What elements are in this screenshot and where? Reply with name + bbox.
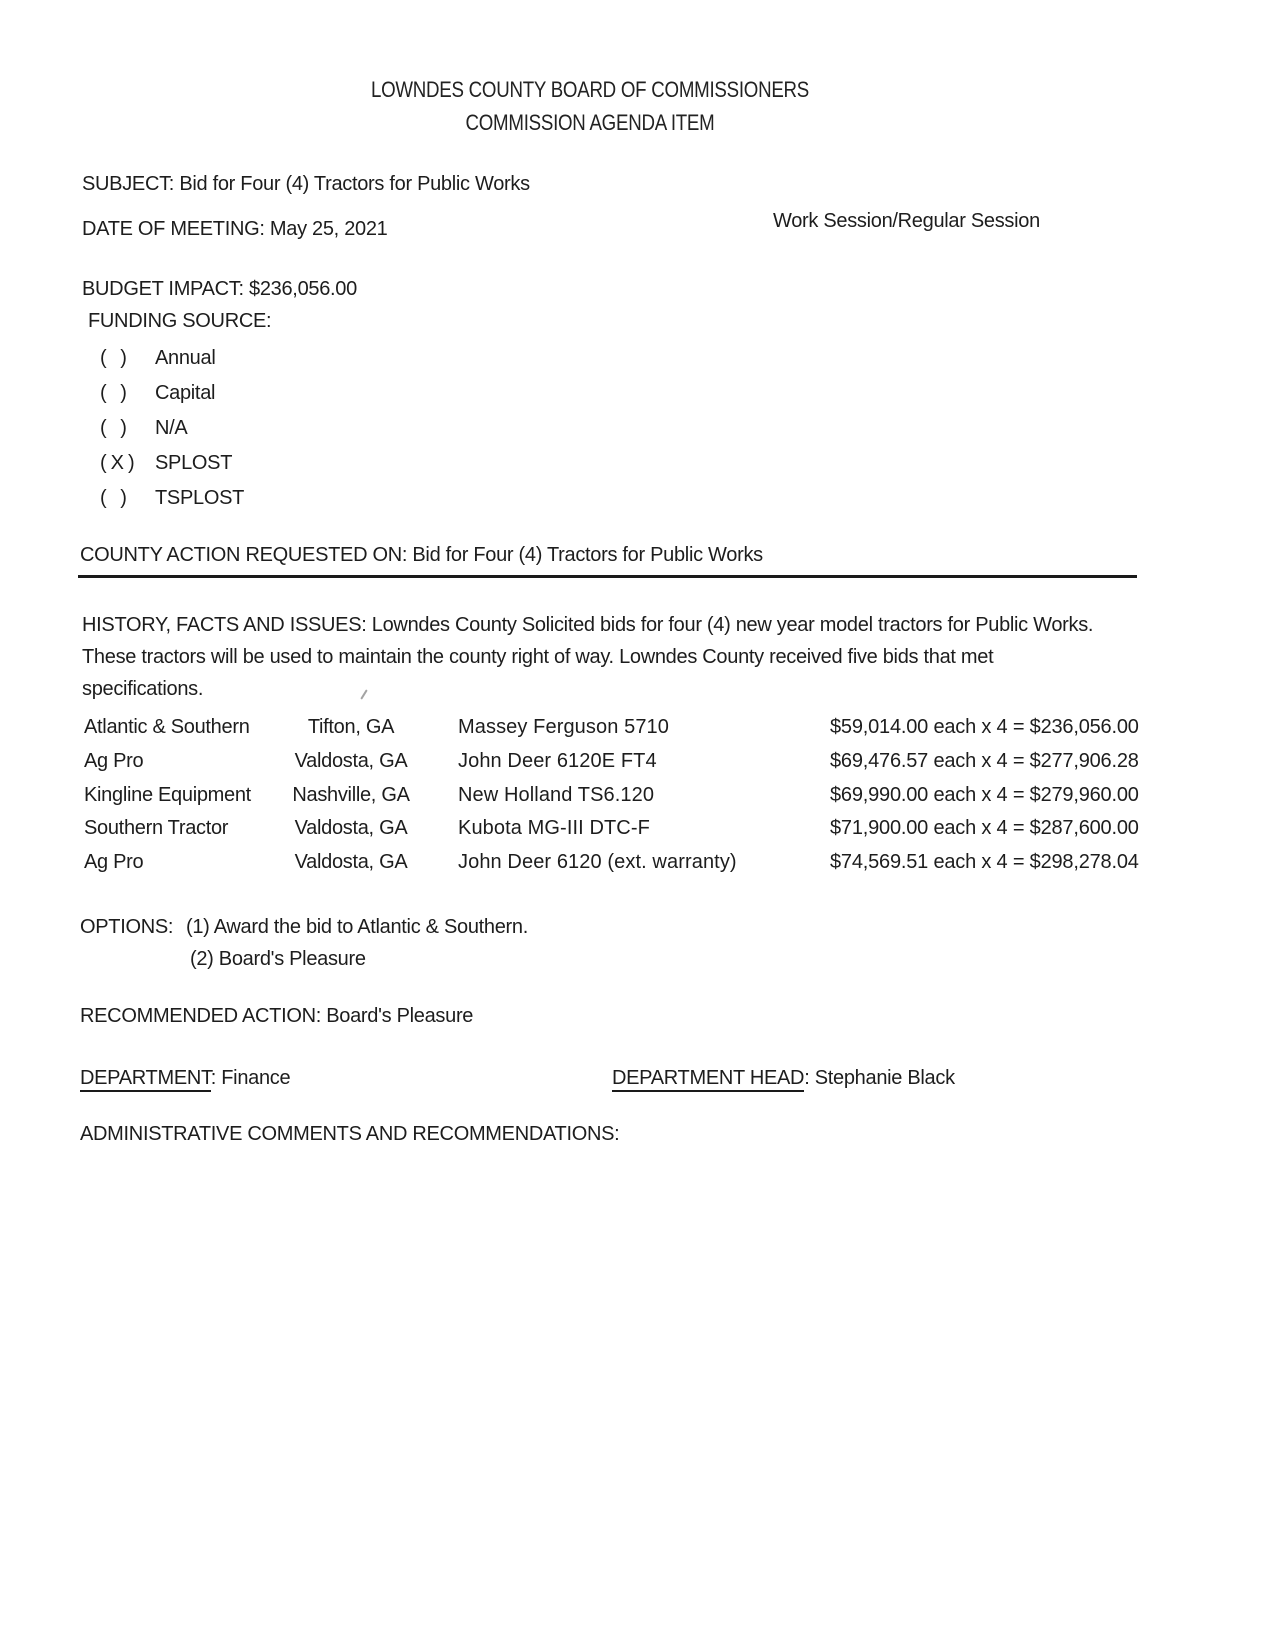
department-colon: : bbox=[210, 1067, 216, 1089]
department-head-colon: : bbox=[804, 1067, 810, 1089]
budget-impact-line bbox=[82, 278, 357, 301]
meeting-date-line bbox=[82, 218, 387, 241]
checkbox-mark: ( ) bbox=[100, 347, 131, 369]
bid-row bbox=[80, 846, 1200, 880]
bid-city: Valdosta, GA bbox=[294, 749, 408, 772]
funding-options-list bbox=[0, 341, 600, 516]
bids-table bbox=[80, 711, 1200, 880]
subject-value: Bid for Four (4) Tractors for Public Works bbox=[179, 173, 530, 195]
department-label: DEPARTMENT bbox=[80, 1067, 211, 1092]
bid-price: $59,014.00 each x 4 = $236,056.00 bbox=[830, 716, 1139, 738]
bid-price: $74,569.51 each x 4 = $298,278.04 bbox=[830, 851, 1139, 874]
history-label: HISTORY, FACTS AND ISSUES: bbox=[82, 614, 367, 636]
department-head-label: DEPARTMENT HEAD bbox=[612, 1067, 804, 1092]
bid-row bbox=[80, 779, 1200, 813]
org-title: LOWNDES COUNTY BOARD OF COMMISSIONERS bbox=[370, 77, 810, 102]
history-paragraph bbox=[82, 609, 1117, 705]
department-line bbox=[80, 1067, 290, 1090]
options-label: OPTIONS: bbox=[80, 916, 174, 938]
funding-option-label: Capital bbox=[155, 382, 216, 404]
meeting-date-label: DATE OF MEETING: bbox=[82, 218, 265, 240]
bid-model: New Holland TS6.120 bbox=[458, 783, 655, 806]
funding-source-label: FUNDING SOURCE: bbox=[88, 310, 272, 332]
divider-rule bbox=[78, 575, 1137, 578]
bid-row bbox=[80, 745, 1200, 779]
recommended-action-label: RECOMMENDED ACTION: bbox=[80, 1005, 321, 1027]
checkbox-mark: ( ) bbox=[100, 487, 131, 509]
department-value: Finance bbox=[221, 1067, 291, 1089]
county-action-label: COUNTY ACTION REQUESTED ON: bbox=[80, 544, 408, 566]
subject-label: SUBJECT: bbox=[82, 173, 175, 195]
bid-city: Valdosta, GA bbox=[294, 851, 408, 874]
department-head-line bbox=[612, 1067, 955, 1090]
checkbox-mark: ( ) bbox=[100, 417, 131, 439]
department-head-value: Stephanie Black bbox=[814, 1067, 955, 1089]
bid-vendor: Ag Pro bbox=[84, 749, 144, 772]
bid-vendor: Kingline Equipment bbox=[84, 783, 251, 806]
bid-city: Nashville, GA bbox=[292, 783, 410, 806]
subject-line bbox=[82, 173, 530, 196]
checkbox-mark: ( ) bbox=[100, 382, 131, 404]
funding-option-capital bbox=[0, 376, 600, 411]
document-header bbox=[0, 73, 1180, 139]
budget-impact-value: $236,056.00 bbox=[249, 278, 357, 300]
funding-option-label: Annual bbox=[155, 347, 216, 369]
bid-city: Tifton, GA bbox=[307, 716, 395, 738]
bid-price: $69,990.00 each x 4 = $279,960.00 bbox=[830, 783, 1139, 806]
bid-row bbox=[80, 812, 1200, 846]
bid-vendor: Atlantic & Southern bbox=[84, 716, 250, 738]
history-text: Lowndes County Solicited bids for four (4) new year model tractors for Public Works. These tractors will be used to maintain the county right of way. Lowndes County received five bids that met specifications. bbox=[82, 614, 1094, 700]
budget-impact-label: BUDGET IMPACT: bbox=[82, 278, 244, 300]
bid-model: Massey Ferguson 5710 bbox=[458, 716, 670, 738]
funding-option-label: SPLOST bbox=[155, 452, 233, 474]
county-action-value: Bid for Four (4) Tractors for Public Works bbox=[412, 544, 763, 566]
bid-price: $69,476.57 each x 4 = $277,906.28 bbox=[830, 749, 1139, 772]
option-item-1: (1) Award the bid to Atlantic & Southern. bbox=[186, 916, 528, 938]
recommended-action-value: Board's Pleasure bbox=[326, 1005, 474, 1027]
bid-model: Kubota MG-III DTC-F bbox=[458, 817, 650, 840]
bid-model: John Deer 6120E FT4 bbox=[458, 749, 657, 772]
bid-vendor: Ag Pro bbox=[84, 851, 144, 874]
bid-row bbox=[80, 711, 1200, 745]
county-action-line bbox=[80, 544, 763, 567]
funding-option-label: N/A bbox=[155, 417, 188, 439]
recommended-action-line bbox=[80, 1005, 473, 1028]
session-type: Work Session/Regular Session bbox=[773, 210, 1040, 232]
funding-option-label: TSPLOST bbox=[155, 487, 245, 509]
bid-price: $71,900.00 each x 4 = $287,600.00 bbox=[830, 817, 1139, 840]
funding-option-na bbox=[0, 411, 600, 446]
funding-option-tsplost bbox=[0, 481, 600, 516]
option-item-2: (2) Board's Pleasure bbox=[190, 948, 366, 970]
funding-option-annual bbox=[0, 341, 600, 376]
bid-vendor: Southern Tractor bbox=[84, 817, 229, 840]
bid-model: John Deer 6120 (ext. warranty) bbox=[458, 851, 737, 874]
admin-comments-label: ADMINISTRATIVE COMMENTS AND RECOMMENDATIONS: bbox=[80, 1123, 620, 1145]
checkbox-mark-checked: (X) bbox=[100, 452, 139, 474]
funding-option-splost bbox=[0, 446, 600, 481]
meeting-date-value: May 25, 2021 bbox=[269, 218, 388, 240]
bid-city: Valdosta, GA bbox=[294, 817, 408, 840]
options-items bbox=[186, 911, 528, 975]
doc-title: COMMISSION AGENDA ITEM bbox=[465, 110, 715, 135]
